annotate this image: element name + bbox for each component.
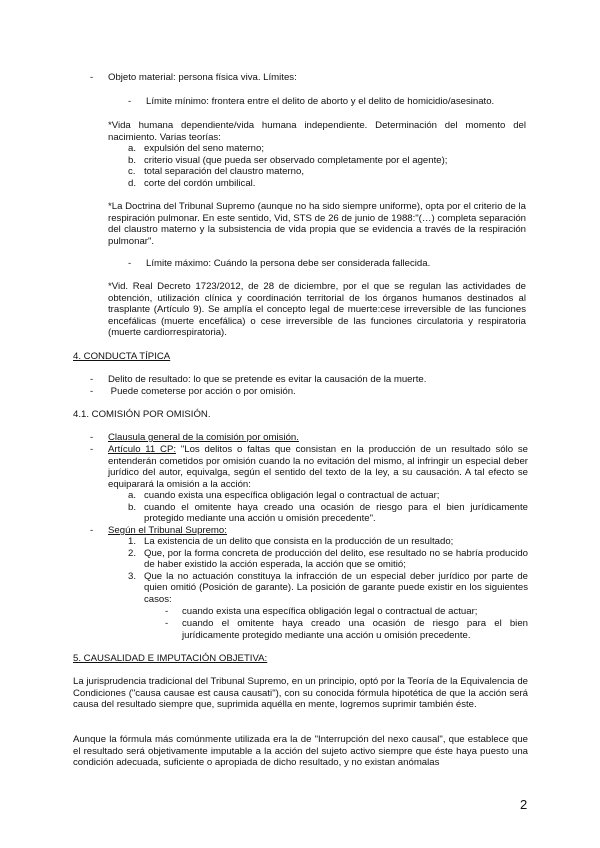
section-heading-comision-omision: 4.1. COMISIÓN POR OMISIÓN. [73, 409, 211, 420]
list-item: c. total separación del claustro materno, [128, 166, 304, 178]
list-item: a. cuando exista una específica obligación legal o contractual de actuar; [128, 490, 440, 501]
objeto-material-bullet: Objeto material: persona física viva. Límites: [108, 72, 297, 83]
bullet-dash: - [90, 525, 94, 536]
tribunal-supremo-list [128, 536, 528, 606]
bullet-dash: - [90, 444, 94, 455]
articulo-11-label: Artículo 11 CP: [108, 444, 177, 455]
garante-item-2: cuando el omitente haya creado una ocasión de riesgo para el bien jurídicamente protegido mediante una acción u omisión precedente. [182, 618, 528, 641]
bullet-dash: - [90, 432, 94, 443]
list-item: b. criterio visual (que pueda ser observado completamente por el agente); [128, 154, 448, 166]
page-number: 2 [520, 797, 528, 812]
bullet-dash: - [90, 386, 94, 397]
list-item: a. expulsión del seno materno; [128, 143, 264, 154]
bullet-dash: - [90, 72, 94, 83]
articulo-11-paragraph [108, 444, 528, 490]
bullet-dash: - [90, 374, 94, 385]
teorias-list [128, 143, 526, 189]
vida-humana-paragraph: *Vida humana dependiente/vida humana independiente. Determinación del momento del nacimiento. Varias teorías: [108, 120, 526, 143]
bullet-dash: - [165, 606, 169, 617]
clausula-general: Clausula general de la comisión por omisión. [108, 432, 299, 443]
bullet-accion-omision: Puede cometerse por acción o por omisión. [108, 386, 296, 397]
limite-minimo: Límite mínimo: frontera entre el delito de aborto y el delito de homicidio/asesinato. [146, 96, 495, 107]
real-decreto-paragraph: *Vid. Real Decreto 1723/2012, de 28 de diciembre, por el que se regulan las actividades de obtención, utilización clínica y coordinación territorial de los órganos humanos destinados al trasplante (Artículo 9). Se amplía el concepto legal de muerte:cese irreversible de las funciones encefálicas (muerte encefálica) o cese irreversible de las funciones circulatoria y respiratoria (muerte cardiorrespiratoria). [108, 281, 526, 339]
articulo-11-list [128, 490, 528, 525]
bullet-dash: - [165, 618, 169, 629]
articulo-11-text: "Los delitos o faltas que consistan en la producción de un resultado sólo se entenderán cometidos por omisión cuando la no evitación del mismo, al infringir un especial deber jurídico del autor, equivalga, según el sentido del texto de la ley, a su causación. A tal efecto se equiparará la omisión a la acción: [108, 444, 528, 490]
doctrina-paragraph: *La Doctrina del Tribunal Supremo (aunque no ha sido siempre uniforme), opta por el criterio de la respiración pulmonar. En este sentido, Vid, STS de 26 de junio de 1988:"(…) completa separación del claustro materno y la subsistencia de vida propia que se evidencia a través de la respiración pulmonar". [108, 201, 526, 247]
limite-maximo: Límite máximo: Cuándo la persona debe ser considerada fallecida. [146, 258, 431, 269]
causalidad-paragraph-1: La jurisprudencia tradicional del Tribunal Supremo, en un principio, optó por la Teoría de la Equivalencia de Condiciones ("causa causae est causa causati"), con su conocida fórmula hipotética de que la acción será causa del resultado siempre que, suprimida aquélla en mente, logremos suprimir también éste. [73, 676, 528, 711]
list-item: b. cuando el omitente haya creado una ocasión de riesgo para el bien jurídicamente protegido mediante una acción u omisión precedente". [128, 501, 528, 525]
bullet-delito-resultado: Delito de resultado: lo que se pretende es evitar la causación de la muerte. [108, 374, 427, 385]
list-item: 3. Que la no actuación constituya la infracción de un especial deber jurídico por parte de quien omitió (Posición de garante). La posición de garante puede existir en los siguientes casos: [128, 570, 528, 605]
segun-tribunal-supremo: Según el Tribunal Supremo: [108, 525, 227, 536]
list-item: d. corte del cordón umbilical. [128, 177, 256, 189]
bullet-dash: - [128, 96, 132, 107]
causalidad-paragraph-2: Aunque la fórmula más comúnmente utilizada era la de "Interrupción del nexo causal", que establece que el resultado será objetivamente imputable a la acción del sujeto activo siempre que éste haya puesto una condición adecuada, suficiente o apropiada de dicho resultado, y no existan anómalas [73, 734, 528, 769]
list-item: 1. La existencia de un delito que consista en la producción de un resultado; [128, 536, 454, 547]
section-heading-causalidad: 5. CAUSALIDAD E IMPUTACIÓN OBJETIVA: [73, 653, 268, 664]
bullet-dash: - [128, 258, 132, 269]
garante-item-1: cuando exista una específica obligación legal o contractual de actuar; [182, 606, 478, 617]
list-item: 2. Que, por la forma concreta de producción del delito, ese resultado no se habría producido de haber existido la acción esperada, la acción que se omitió; [128, 547, 528, 571]
section-heading-conducta-tipica: 4. CONDUCTA TÍPICA [73, 351, 171, 362]
